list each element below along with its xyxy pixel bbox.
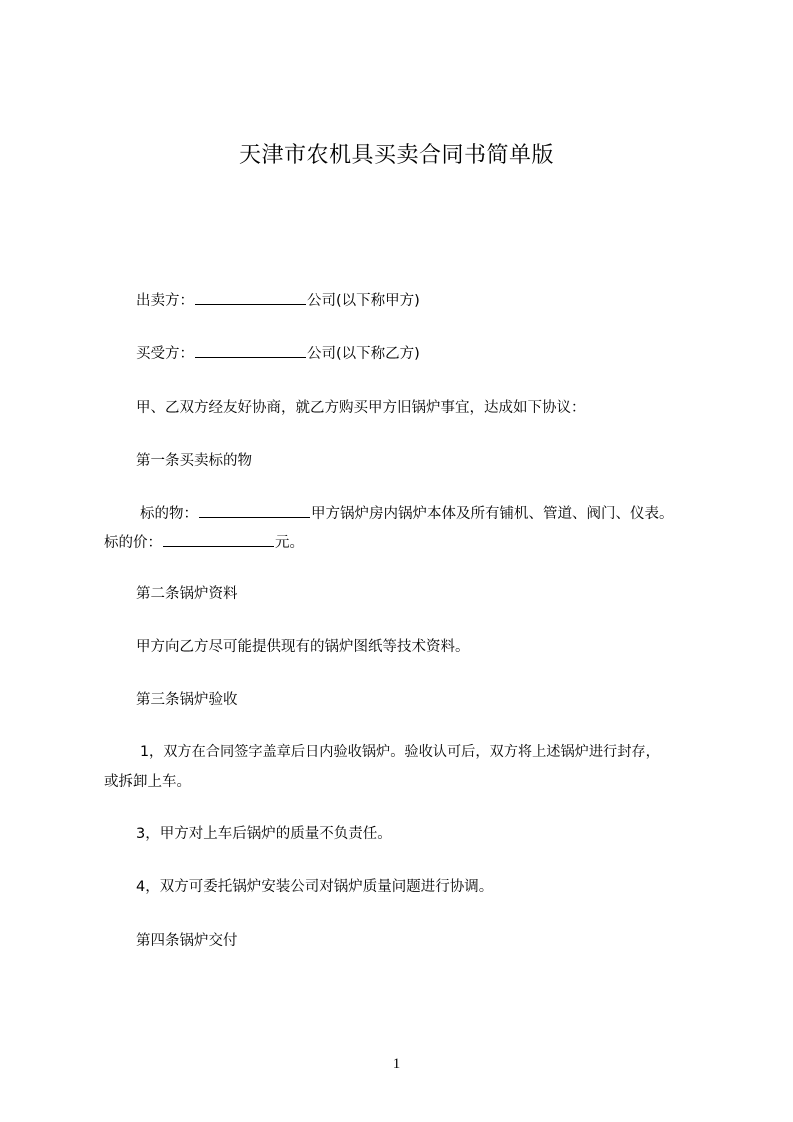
seller-line: [136, 290, 420, 311]
subject-suffix: 甲方锅炉房内锅炉本体及所有铺机、管道、阀门、仪表。: [311, 506, 674, 522]
price-blank: [163, 532, 274, 547]
buyer-label: 买受方：: [136, 346, 194, 362]
page-number: 1: [392, 1056, 401, 1072]
article1-heading: 第一条买卖标的物: [136, 453, 252, 469]
price-line: [104, 532, 304, 553]
subject-line: [140, 503, 674, 524]
article3-item3: 3，甲方对上车后锅炉的质量不负责任。: [136, 826, 392, 842]
article3-heading: 第三条锅炉验收: [136, 692, 238, 708]
article3-item1-line2: 或拆卸上车。: [104, 774, 191, 790]
preamble: 甲、乙双方经友好协商，就乙方购买甲方旧锅炉事宜，达成如下协议：: [136, 400, 586, 416]
buyer-suffix: 公司(以下称乙方): [307, 346, 420, 362]
article2-heading: 第二条锅炉资料: [136, 586, 238, 602]
article2-text: 甲方向乙方尽可能提供现有的锅炉图纸等技术资料。: [136, 639, 470, 655]
subject-blank: [199, 503, 310, 518]
subject-label: 标的物：: [140, 506, 198, 522]
price-suffix: 元。: [275, 535, 304, 551]
seller-label: 出卖方：: [136, 293, 194, 309]
buyer-blank: [195, 343, 306, 358]
seller-suffix: 公司(以下称甲方): [307, 293, 420, 309]
article3-item1-line1: 1，双方在合同签字盖章后日内验收锅炉。验收认可后，双方将上述锅炉进行封存，: [140, 744, 660, 760]
buyer-line: [136, 343, 420, 364]
document-title: 天津市农机具买卖合同书简单版: [238, 143, 554, 168]
seller-blank: [195, 290, 306, 305]
article3-item4: 4，双方可委托锅炉安装公司对锅炉质量问题进行协调。: [136, 879, 494, 895]
article4-heading: 第四条锅炉交付: [136, 933, 238, 949]
price-label: 标的价：: [104, 535, 162, 551]
